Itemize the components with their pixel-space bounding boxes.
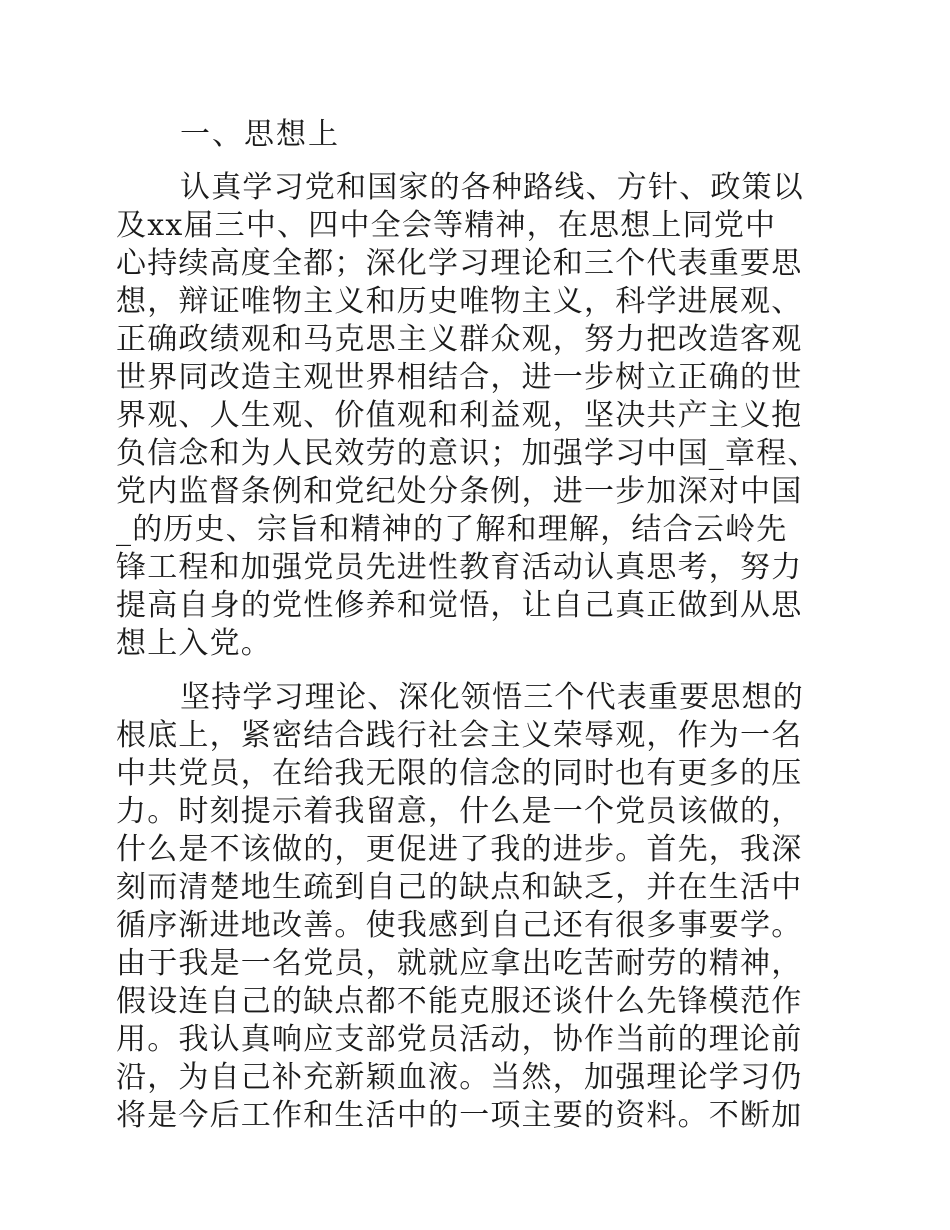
paragraph-line: 什么是不该做的，更促进了我的进步。首先，我深: [116, 832, 803, 867]
paragraph-line: 将是今后工作和生活中的一项主要的资料。不断加: [116, 1098, 803, 1133]
paragraph-line: 认真学习党和国家的各种路线、方针、政策以: [180, 170, 804, 205]
paragraph-line: 刻而清楚地生疏到自己的缺点和缺乏，并在生活中: [116, 870, 803, 905]
paragraph-line: 循序渐进地改善。使我感到自己还有很多事要学。: [116, 908, 803, 943]
paragraph-1: [116, 169, 836, 663]
paragraph-line: _的历史、宗旨和精神的了解和理解，结合云岭先: [116, 512, 788, 547]
paragraph-line: 力。时刻提示着我留意，什么是一个党员该做的，: [116, 794, 803, 829]
paragraph-line: 由于我是一名党员，就就应拿出吃苦耐劳的精神，: [116, 946, 803, 981]
document-body: [116, 115, 836, 1151]
paragraph-line: 界观、人生观、价值观和利益观，坚决共产主义抱: [116, 398, 803, 433]
paragraph-line: 中共党员，在给我无限的信念的同时也有更多的压: [116, 756, 803, 791]
paragraph-line: 世界同改造主观世界相结合，进一步树立正确的世: [116, 360, 803, 395]
section-heading: 一、思想上: [180, 117, 340, 152]
paragraph-2: [116, 679, 836, 1135]
paragraph-line: 想，辩证唯物主义和历史唯物主义，科学进展观、: [116, 284, 803, 319]
paragraph-line: 想上入党。: [116, 626, 272, 661]
paragraph-line: 沿，为自己补充新颖血液。当然，加强理论学习仍: [116, 1060, 803, 1095]
paragraph-line: 提高自身的党性修养和觉悟，让自己真正做到从思: [116, 588, 803, 623]
paragraph-line: 假设连自己的缺点都不能克服还谈什么先锋模范作: [116, 984, 803, 1019]
paragraph-line: 用。我认真响应支部党员活动，协作当前的理论前: [116, 1022, 803, 1057]
paragraph-line: 及xx届三中、四中全会等精神，在思想上同党中: [116, 208, 777, 243]
paragraph-line: 党内监督条例和党纪处分条例，进一步加深对中国: [116, 474, 803, 509]
paragraph-line: 锋工程和加强党员先进性教育活动认真思考，努力: [116, 550, 803, 585]
paragraph-line: 坚持学习理论、深化领悟三个代表重要思想的: [180, 680, 804, 715]
paragraph-line: 根底上，紧密结合践行社会主义荣辱观，作为一名: [116, 718, 803, 753]
paragraph-line: 负信念和为人民效劳的意识；加强学习中国_章程、: [116, 436, 819, 471]
paragraph-line: 心持续高度全都；深化学习理论和三个代表重要思: [116, 246, 803, 281]
paragraph-line: 正确政绩观和马克思主义群众观，努力把改造客观: [116, 322, 803, 357]
